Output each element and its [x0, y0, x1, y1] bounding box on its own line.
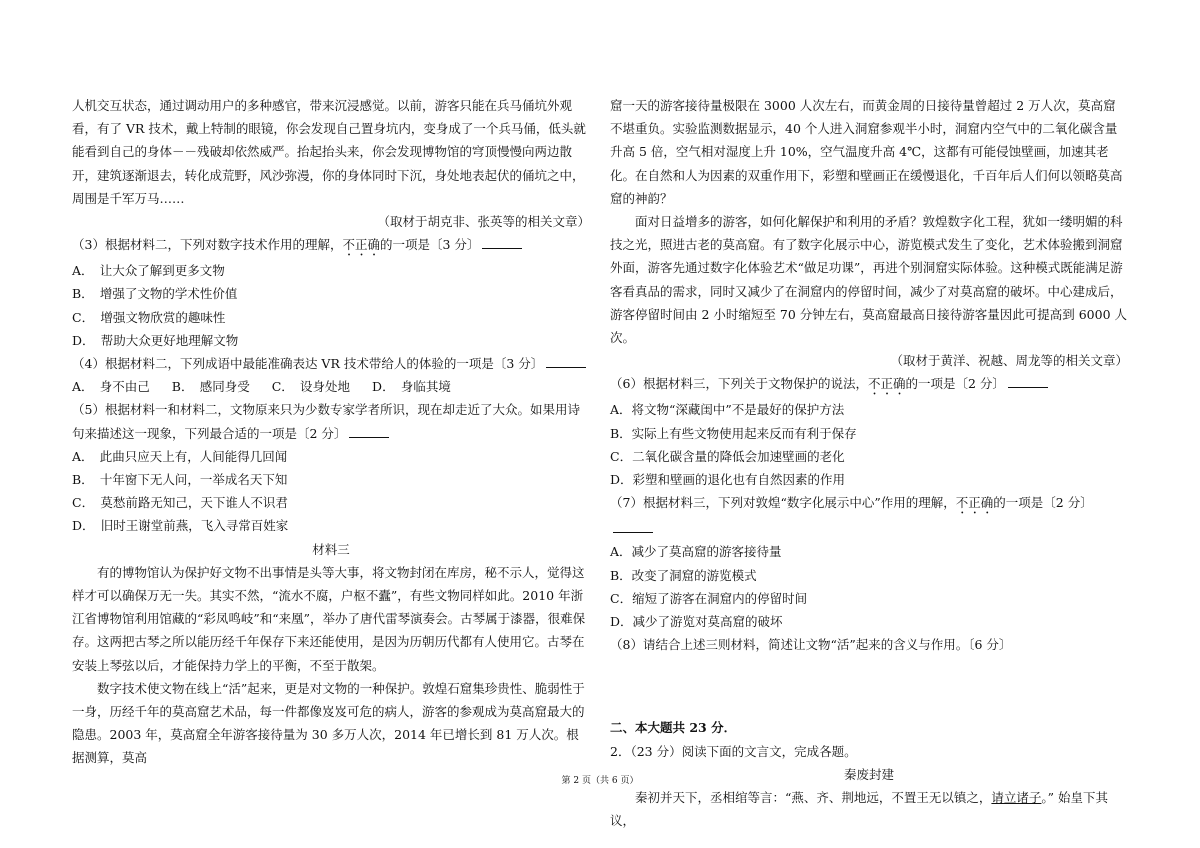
question-3-text-end: 的一项是〔3 分〕	[379, 237, 480, 253]
answer-blank	[613, 520, 653, 533]
question-4-options	[72, 375, 590, 398]
question-6-text: （6）根据材料三，下列关于文物保护的说法，	[610, 376, 868, 392]
question-7-emphasis: 不正确	[955, 495, 994, 511]
material-3-paragraph: 数字技术使文物在线上“活”起来，更是对文物的一种保护。敦煌石窟集珍贵性、脆弱性于一身，历经千年的莫高窟艺术品，每一件都像岌岌可危的病人，游客的参观成为莫高窟最大的隐患。2003 年，莫高窟全年游客接待量为 30 多万人次，2014 年已增长到 81 万人次。根据测算，莫高	[72, 680, 585, 766]
answer-blank	[482, 236, 522, 249]
question-6	[610, 372, 1128, 398]
question-7-text: （7）根据材料三，下列对敦煌“数字化展示中心”作用的理解，	[610, 495, 956, 511]
question-3-text: （3）根据材料二，下列对数字技术作用的理解，	[72, 237, 343, 253]
question-7	[610, 491, 1128, 540]
question-7-option: D．减少了游览对莫高窟的破坏	[610, 614, 783, 630]
question-3	[72, 233, 590, 259]
question-6-option: C．二氧化碳含量的降低会加速壁画的老化	[610, 448, 845, 464]
question-4-text: （4）根据材料二，下列成语中最能准确表达 VR 技术带给人的体验的一项是〔3 分〕	[72, 356, 544, 372]
question-6-option: A．将文物“深藏闺中”不是最好的保护方法	[610, 402, 845, 418]
question-7-option: B．改变了洞窟的游览模式	[610, 567, 757, 583]
question-6-option: D．彩塑和壁画的退化也有自然因素的作用	[610, 472, 846, 488]
material-3-paragraph: 面对日益增多的游客，如何化解保护和利用的矛盾？敦煌数字化工程，犹如一缕明媚的科技之光，照进古老的莫高窟。有了数字化展示中心，游览模式发生了变化，艺术体验搬到洞窟外面，游客先通过数字化体验艺术“做足功课”，再进个别洞窟实际体验。这种模式既能满足游客看真品的需求，同时又减少了在洞窟内的停留时间，减少了对莫高窟的破坏。中心建成后，游客停留时间由 2 小时缩短至 70 分钟左右，莫高窟最高日接待游客量因此可提高到 6000 人次。	[610, 214, 1128, 346]
question-6-option: B．实际上有些文物使用起来反而有利于保存	[610, 425, 857, 441]
question-4-option: A． 身不由己	[72, 379, 150, 395]
question-5-option: A． 此曲只应天上有，人间能得几回闻	[72, 448, 288, 464]
passage-text-end: 。” 始皇下其议，	[610, 790, 1109, 829]
question-5-option: D． 旧时王谢堂前燕，飞入寻常百姓家	[72, 518, 289, 534]
question-3-option: D． 帮助大众更好地理解文物	[72, 332, 239, 348]
material-3-title: 材料三	[312, 541, 350, 557]
answer-blank	[1008, 375, 1048, 388]
question-6-emphasis: 不正确	[867, 376, 906, 392]
answer-space	[610, 656, 1128, 716]
question-2-instruction: 2．（23 分）阅读下面的文言文，完成各题。	[610, 743, 857, 759]
question-3-option: A． 让大众了解到更多文物	[72, 263, 225, 279]
question-3-emphasis: 不正确	[342, 237, 380, 253]
question-5-option: C． 莫愁前路无知己，天下谁人不识君	[72, 495, 288, 511]
right-column	[610, 94, 1128, 832]
question-4	[72, 352, 590, 375]
passage-text: 秦初并天下，丞相绾等言：“燕、齐、荆地远，不置王无以镇之，	[635, 790, 992, 806]
question-7-text-end: 的一项是〔2 分〕	[993, 495, 1093, 511]
question-7-option: A．减少了莫高窟的游客接待量	[610, 544, 782, 560]
question-7-option: C．缩短了游客在洞窟内的停留时间	[610, 590, 808, 606]
question-4-option: B． 感同身受	[171, 379, 250, 395]
question-5	[72, 398, 590, 444]
section-heading: 二、本大题共 23 分．	[610, 720, 737, 736]
question-4-option: C． 设身处地	[271, 379, 351, 395]
left-column	[72, 94, 590, 770]
question-5-text: （5）根据材料一和材料二，文物原来只为少数专家学者所识，现在却走近了大众。如果用诗句来描述这一现象，下列最合适的一项是〔2 分〕	[72, 402, 580, 441]
question-3-option: C． 增强文物欣赏的趣味性	[72, 309, 226, 325]
source-citation: （取材于黄洋、祝越、周龙等的相关文章）	[890, 353, 1128, 369]
material2-continued-paragraph: 人机交互状态，通过调动用户的多种感官，带来沉浸感觉。以前，游客只能在兵马俑坑外观看，有了 VR 技术，戴上特制的眼镜，你会发现自己置身坑内，变身成了一个兵马俑，低头就能看到自己的身体－－残破却依然威严。抬起抬头来，你会发现博物馆的穹顶慢慢向两边散开，建筑逐渐退去，转化成荒野，风沙弥漫，你的身体同时下沉，身处地表起伏的俑坑之中，周围是千军万马……	[72, 98, 586, 206]
question-5-option: B． 十年窗下无人问，一举成名天下知	[72, 472, 288, 488]
question-6-text-end: 的一项是〔2 分〕	[905, 376, 1005, 392]
source-citation: （取材于胡克非、张英等的相关文章）	[377, 214, 590, 230]
passage-paragraph	[610, 786, 1128, 832]
passage-underlined-text: 请立诸子	[991, 790, 1042, 806]
question-3-option: B． 增强了文物的学术性价值	[72, 286, 238, 302]
material-3-continued-paragraph: 窟一天的游客接待量极限在 3000 人次左右，而黄金周的日接待量曾超过 2 万人次，莫高窟不堪重负。实验监测数据显示，40 个人进入洞窟参观半小时，洞窟内空气中的二氧化碳含量升高 5 倍，空气相对湿度上升 10%，空气温度升高 4℃，这都有可能侵蚀壁画，加速其老化。在自然和人为因素的双重作用下，彩塑和壁画正在缓慢退化，千百年后人们何以领略莫高窟的神韵？	[610, 98, 1123, 206]
material-3-paragraph: 有的博物馆认为保护好文物不出事情是头等大事，将文物封闭在库房，秘不示人，觉得这样才可以确保万无一失。其实不然，“流水不腐，户枢不蠹”，有些文物同样如此。2010 年浙江省博物馆利用馆藏的“彩凤鸣岐”和“来凰”，举办了唐代雷琴演奏会。古琴属于漆器，很难保存。这两把古琴之所以能历经千年保存下来还能使用，是因为历朝历代都有人使用它。古琴在安装上琴弦以后，才能保持力学上的平衡，不至于散架。	[72, 564, 586, 673]
passage-title: 秦废封建	[843, 766, 894, 782]
answer-blank	[349, 425, 389, 438]
answer-blank	[546, 355, 586, 368]
question-8: （8）请结合上述三则材料，简述让文物“活”起来的含义与作用。〔6 分〕	[610, 637, 1012, 653]
page-footer: 第 2 页（共 6 页）	[561, 776, 639, 786]
question-4-option: D． 身临其境	[372, 379, 451, 395]
